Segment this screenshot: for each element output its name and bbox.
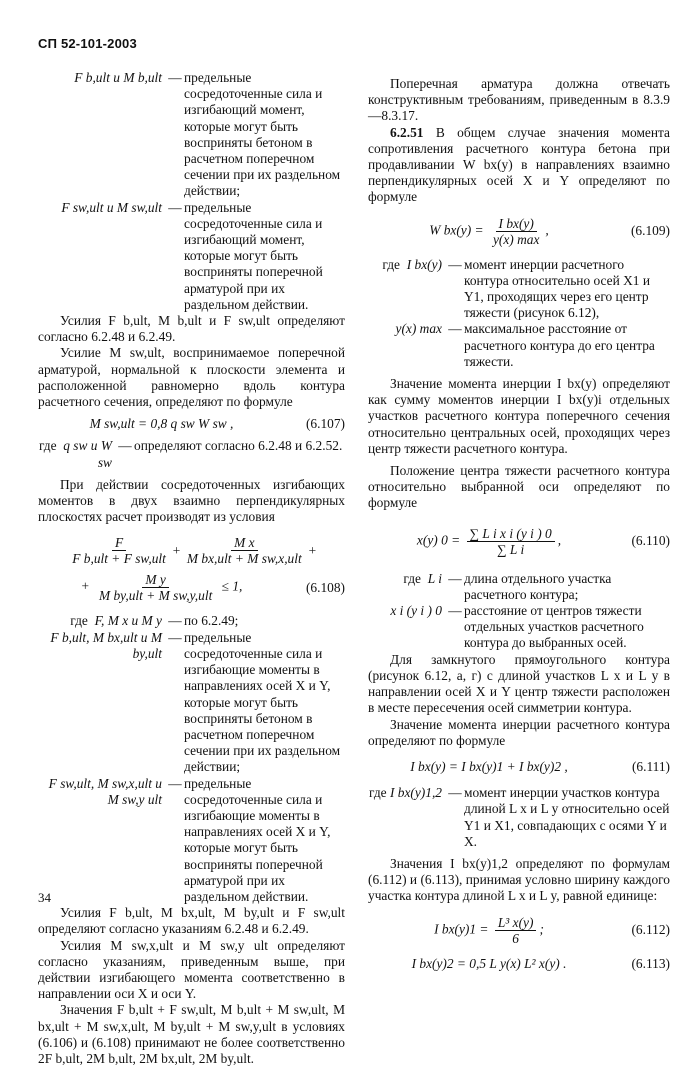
- equation-number: (6.113): [631, 955, 670, 971]
- equation-number: (6.110): [631, 533, 670, 549]
- clause-number: 6.2.51: [390, 124, 424, 140]
- equation-number: (6.112): [631, 921, 670, 937]
- where-ibx12: [368, 785, 670, 850]
- left-column: [38, 70, 345, 1067]
- definition-term: где I bx(y): [382, 256, 442, 272]
- definition-text: предельные сосредоточенные сила и изгибающий момент, которые могут быть восприняты бетоном в расчетном поперечном сечении при их раздельном действии;: [184, 70, 341, 199]
- definition-text: по 6.2.49;: [184, 613, 239, 629]
- paragraph: Значения F b,ult + F sw,ult, M b,ult + M sw,ult, M bx,ult + M sw,x,ult, M by,ult + M sw,y,ult в условиях (6.106) и (6.108) принимают не более соответственно 2F b,ult, 2M b,ult, 2M bx,ult, 2M by,ult.: [38, 1002, 345, 1066]
- definition-dash: —: [168, 629, 182, 645]
- definition-fsw-mswx-mswy: [38, 776, 345, 906]
- fraction: $\frac{\text{L³ x(y)}}{6}$: [495, 915, 537, 946]
- paragraph: Положение центра тяжести расчетного контура относительно выбранной оси определяют по формуле: [368, 463, 670, 511]
- where-ibx: [368, 257, 670, 322]
- equation-6-111: [368, 759, 670, 775]
- definition-term: F sw,ult, M sw,x,ult и M sw,y ult: [48, 775, 162, 807]
- paragraph: Значение момента инерции I bx(y) определяют как сумму моментов инерции I bx(y)i отдельных участков расчетного контура поперечного сечения относительно центральных осей, проходящих через центр тяжести расчетного контура.: [368, 376, 670, 456]
- definition-term: где I bx(y)1,2: [369, 785, 442, 801]
- definition-text: определяют согласно 6.2.48 и 6.2.52.: [134, 438, 343, 454]
- definition-dash: —: [448, 570, 462, 586]
- definition-dash: —: [118, 438, 132, 454]
- standard-code-header: СП 52-101-2003: [38, 36, 137, 51]
- equation-expression: I bx(y)2 = 0,5 L y(x) L² x(y) .: [411, 955, 567, 971]
- equation-6-108: $\frac{F}{\text{F b,ult + F sw,ult}}$ + $\frac{\text{M x}}{\text{M bx,ult + M sw,x,ult}}$ + + $\frac{\text{M y}}{\text{M by,ult + M sw,y,ult}}$ ≤ 1, (6.108): [38, 535, 345, 603]
- paragraph: Поперечная арматура должна отвечать конструктивным требованиям, приведенным в 8.3.9—8.3.17.: [368, 76, 670, 124]
- paragraph: Значение момента инерции расчетного контура определяют по формуле: [368, 716, 670, 748]
- where-yx-max: [368, 321, 670, 370]
- where-xi-yi: [368, 603, 670, 652]
- definition-term: F b,ult, M bx,ult и M by,ult: [50, 629, 162, 661]
- paragraph: Усилия M sw,x,ult и M sw,y ult определяют согласно указаниям, приведенным выше, при действии изгибающего момента соответственно в направлении оси X и оси Y.: [38, 937, 345, 1002]
- equation-number: (6.111): [631, 758, 670, 774]
- definition-term: где q sw и W sw: [38, 438, 112, 470]
- definition-term: F b,ult и M b,ult: [74, 70, 162, 85]
- fraction-moment-x: $\frac{\text{M x}}{\text{M bx,ult + M sw,x,ult}}$: [186, 535, 302, 567]
- definition-dash: —: [168, 70, 182, 85]
- definition-text: максимальное расстояние от расчетного контура до его центра тяжести.: [464, 321, 655, 369]
- paragraph: Значения I bx(y)1,2 определяют по формулам (6.112) и (6.113), принимая условно ширину каждого участка контура длиной L x и L y, равной единице:: [368, 855, 670, 904]
- equation-6-107: [38, 416, 345, 432]
- equation-6-110: x(y) 0 = $\frac{\text{∑ L i x i (y i ) 0}}{\text{∑ L i}}$ , (6.110): [416, 525, 670, 557]
- paragraph: Для замкнутого прямоугольного контура (рисунок 6.12, а, г) с длиной участков L x и L y в направлении осей X и Y центр тяжести расположен в месте пересечения осей симметрии контура.: [368, 651, 670, 716]
- definition-dash: —: [448, 321, 462, 337]
- equation-expression: M sw,ult = 0,8 q sw W sw ,: [89, 416, 234, 432]
- paragraph: При действии сосредоточенных изгибающих моментов в двух взаимно перпендикулярных плоскостях расчет производят из условия: [38, 476, 345, 525]
- definition-text: предельные сосредоточенные сила и изгибающий момент, которые могут быть восприняты поперечной арматурой при их раздельном действии.: [184, 199, 323, 312]
- equation-number: (6.107): [305, 416, 345, 432]
- page-number: 34: [38, 890, 51, 905]
- paragraph: Усилия F b,ult, M b,ult и F sw,ult определяют согласно 6.2.48 и 6.2.49.: [38, 313, 345, 345]
- definition-text: предельные сосредоточенные сила и изгибающие моменты в направлениях осей X и Y, которые могут быть восприняты бетоном в расчетном поперечном сечении при их раздельном действии;: [184, 629, 341, 775]
- right-column: [368, 70, 670, 972]
- definition-text: момент инерции участков контура длиной L x и L y относительно осей Y1 и X1, совпадающих с осями Y и X.: [464, 785, 670, 849]
- where-f-mx-my: [38, 613, 345, 629]
- definition-fsw-msw: [38, 200, 345, 313]
- paragraph: Усилие M sw,ult, воспринимаемое поперечной арматурой, нормальной к плоскости элемента и расположенной равномерно вдоль контура расчетного сечения, определяют по формуле: [38, 345, 345, 410]
- definition-dash: —: [448, 256, 462, 272]
- definition-dash: —: [168, 199, 182, 215]
- equation-6-109: W bx(y) = $\frac{\text{I bx(y)}}{y(x) \max}$ , (6.109): [429, 215, 670, 247]
- paragraph-6-2-51: 6.2.51 В общем случае значения момента сопротивления расчетного контура бетона при продавливании W bx(y) в направлениях взаимно перпендикулярных осей X и Y определяют по формуле: [368, 124, 670, 205]
- fraction-moment-y: $\frac{\text{M y}}{\text{M by,ult + M sw,y,ult}}$: [98, 572, 213, 604]
- where-qsw-wsw: [38, 438, 345, 470]
- definition-term: где F, M x и M y: [70, 613, 162, 629]
- equation-6-112: I bx(y)1 = $\frac{\text{L³ x(y)}}{6}$ ; (6.112): [434, 914, 670, 946]
- definition-text: расстояние от центров тяжести отдельных участков расчетного контура до выбранных осей.: [464, 603, 644, 651]
- definition-fb-mb: [38, 70, 345, 200]
- definition-dash: —: [448, 785, 462, 801]
- definition-text: длина отдельного участка расчетного контура;: [464, 570, 612, 602]
- fraction: $\frac{\text{I bx(y)}}{y(x) \max}$: [492, 215, 540, 247]
- definition-text: момент инерции расчетного контура относительно осей X1 и Y1, проходящих через его центр тяжести (рисунок 6.12),: [464, 256, 650, 321]
- fraction-force: $\frac{F}{\text{F b,ult + F sw,ult}}$: [72, 535, 166, 567]
- fraction: $\frac{\text{∑ L i x i (y i ) 0}}{\text{∑ L i}}$: [467, 526, 555, 557]
- definition-dash: —: [448, 603, 462, 619]
- equation-number: (6.108): [305, 579, 345, 595]
- equation-6-113: [368, 956, 670, 972]
- paragraph: Усилия F b,ult, M bx,ult, M by,ult и F sw,ult определяют согласно указаниям 6.2.48 и 6.2.49.: [38, 905, 345, 937]
- equation-number: (6.109): [630, 223, 670, 239]
- definition-fb-mbx-mby: [38, 630, 345, 776]
- where-li: [368, 571, 670, 603]
- definition-term: где L i: [403, 570, 442, 586]
- definition-text: предельные сосредоточенные сила и изгибающие моменты в направлениях осей X и Y, которые могут быть восприняты поперечной арматурой при их раздельном действии.: [184, 775, 331, 904]
- definition-dash: —: [168, 775, 182, 791]
- definition-term: x i (y i ) 0: [390, 603, 442, 619]
- equation-expression: I bx(y) = I bx(y)1 + I bx(y)2 ,: [410, 758, 568, 774]
- definition-dash: —: [168, 613, 182, 629]
- definition-term: y(x) max: [395, 321, 442, 337]
- definition-term: F sw,ult и M sw,ult: [61, 199, 162, 215]
